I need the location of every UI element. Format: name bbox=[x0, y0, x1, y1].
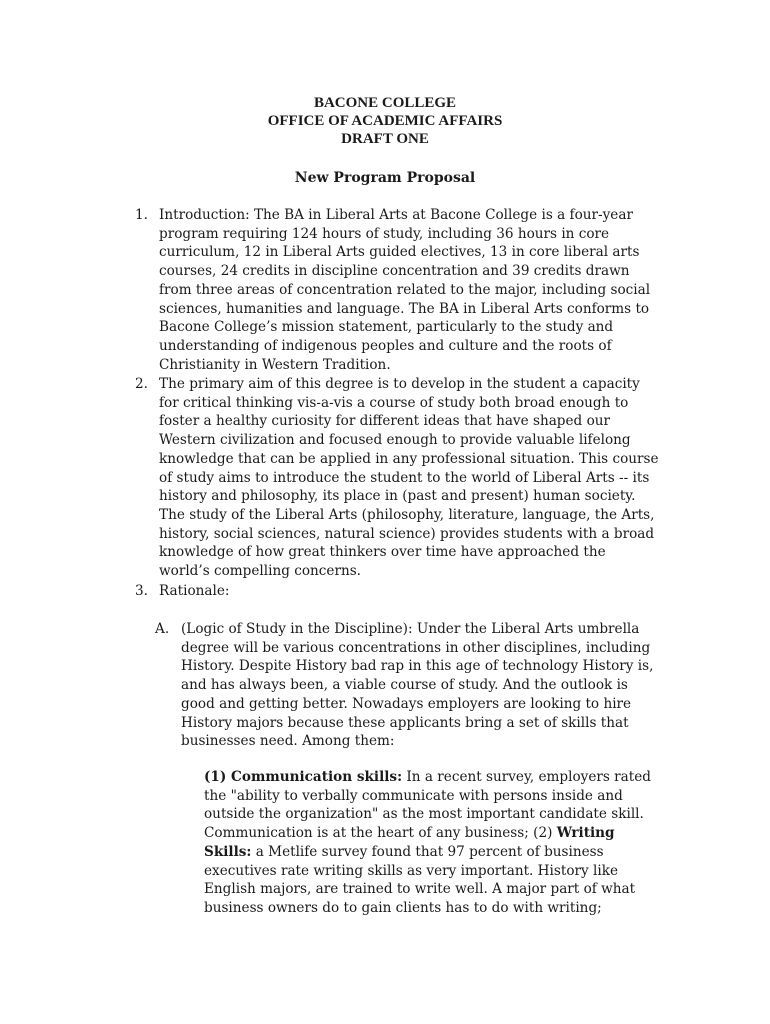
list-item-rationale bbox=[135, 582, 659, 601]
document-title: New Program Proposal bbox=[294, 170, 476, 186]
list-item-introduction bbox=[135, 206, 659, 374]
sub-item-letter: A. bbox=[155, 621, 170, 637]
communication-skills-label: (1) Communication skills: bbox=[204, 769, 403, 785]
skills-paragraph bbox=[204, 768, 664, 918]
office-name: OFFICE OF ACADEMIC AFFAIRS bbox=[267, 113, 503, 129]
college-name: BACONE COLLEGE bbox=[313, 95, 457, 111]
writing-skills-label: Writing Skills: bbox=[204, 825, 615, 860]
document-header bbox=[0, 94, 770, 148]
writing-skills-text: a Metlife survey found that 97 percent of business executives rate writing skills as very important. History like English majors, are trained to write well. A major part of what business owners do to gain clients has to do with writing; bbox=[204, 843, 636, 916]
draft-label: DRAFT ONE bbox=[341, 131, 429, 147]
sub-item-logic-of-study bbox=[155, 620, 661, 751]
list-item-text: The primary aim of this degree is to develop in the student a capacity for critical thinking vis-a-vis a course of study both broad enough to foster a healthy curiosity for different ideas that have shaped our Western civilization and focused enough to provide valuable lifelong knowledge that can be applied in any professional situation. This course of study aims to introduce the student to the world of Liberal Arts -- its history and philosophy, its place in (past and present) human society. The study of the Liberal Arts (philosophy, literature, language, the Arts, history, social sciences, natural science) provides students with a broad knowledge of how great thinkers over time have approached the world’s compelling concerns. bbox=[159, 376, 659, 580]
list-item-text: Rationale: bbox=[159, 583, 230, 599]
list-number: 2. bbox=[135, 376, 148, 392]
list-number: 1. bbox=[135, 207, 148, 223]
list-item-text: Introduction: The BA in Liberal Arts at Bacone College is a four-year program requiring 124 hours of study, including 36 hours in core curriculum, 12 in Liberal Arts guided electives, 13 in core liberal arts courses, 24 credits in discipline concentration and 39 credits drawn from three areas of concentration related to the major, including social sciences, humanities and language. The BA in Liberal Arts conforms to Bacone College’s mission statement, particularly to the study and understanding of indigenous peoples and culture and the roots of Christianity in Western Tradition. bbox=[159, 207, 651, 373]
sub-item-text: (Logic of Study in the Discipline): Under the Liberal Arts umbrella degree will be various concentrations in other disciplines, including History. Despite History bad rap in this age of technology History is, and has always been, a viable course of study. And the outlook is good and getting better. Nowadays employers are looking to hire History majors because these applicants bring a set of skills that businesses need. Among them: bbox=[181, 621, 654, 750]
communication-skills-text: In a recent survey, employers rated the "ability to verbally communicate with persons inside and outside the organization" as the most important candidate skill. Communication is at the heart of any business; (2) bbox=[204, 769, 651, 842]
list-item-primary-aim bbox=[135, 375, 659, 581]
list-number: 3. bbox=[135, 583, 148, 599]
